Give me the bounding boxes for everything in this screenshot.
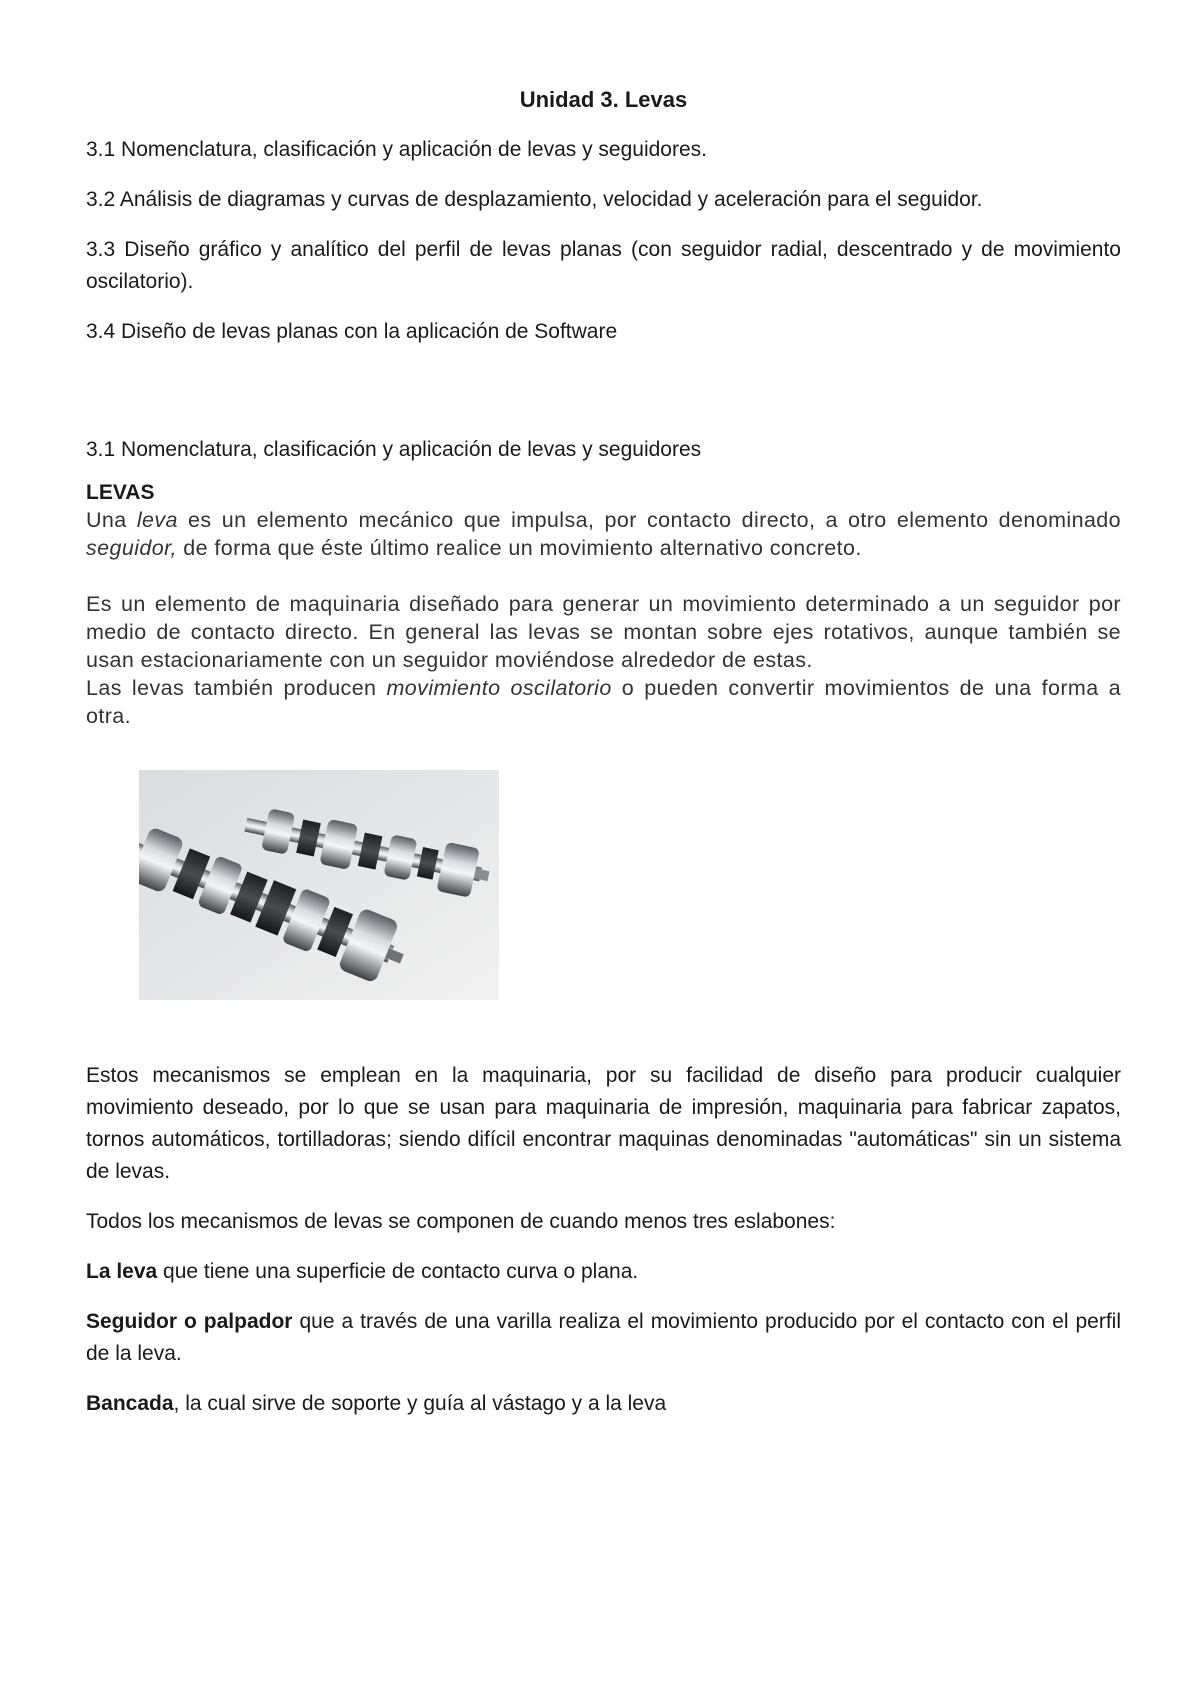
component-frame-label: Bancada bbox=[86, 1392, 174, 1415]
component-follower bbox=[86, 1306, 1121, 1370]
definition-text-2: es un elemento mecánico que impulsa, por contacto directo, a otro elemento denominado bbox=[177, 508, 1122, 532]
component-follower-text: que a través de una varilla realiza el movimiento producido por el contacto con el perfil de la leva. bbox=[86, 1310, 1121, 1365]
definition-paragraph bbox=[86, 506, 1121, 562]
camshaft-illustration bbox=[139, 770, 499, 1000]
paragraph-components-intro: Todos los mecanismos de levas se componen de cuando menos tres eslabones: bbox=[86, 1210, 836, 1233]
component-follower-label: Seguidor o palpador bbox=[86, 1310, 293, 1333]
definition-term-seguidor: seguidor, bbox=[86, 536, 177, 560]
component-frame bbox=[86, 1388, 1121, 1420]
spacer bbox=[86, 366, 1121, 434]
oscillation-text-1: Las levas también producen bbox=[86, 676, 387, 700]
component-frame-text: , la cual sirve de soporte y guía al vástago y a la leva bbox=[173, 1392, 667, 1415]
component-cam-label: La leva bbox=[86, 1260, 158, 1283]
toc-item-3-1: 3.1 Nomenclatura, clasificación y aplicación de levas y seguidores. bbox=[86, 138, 707, 161]
oscillation-term: movimiento oscilatorio bbox=[386, 676, 612, 700]
toc-item-3-3: 3.3 Diseño gráfico y analítico del perfil de levas planas (con seguidor radial, descentrado y de movimiento oscilatorio). bbox=[86, 238, 1121, 293]
definition-text-3: de forma que éste último realice un movimiento alternativo concreto. bbox=[176, 536, 862, 560]
definition-text-1: Una bbox=[86, 508, 137, 532]
page-title: Unidad 3. Levas bbox=[519, 87, 688, 112]
component-cam-text: que tiene una superficie de contacto curva o plana. bbox=[157, 1260, 639, 1283]
document-page bbox=[86, 84, 1121, 1438]
definition-term-leva: leva bbox=[136, 508, 178, 532]
oscillation-text-2: o pueden convertir movimientos de una forma a otra. bbox=[86, 676, 1121, 728]
levas-label: LEVAS bbox=[86, 481, 155, 504]
toc-item-3-4: 3.4 Diseño de levas planas con la aplicación de Software bbox=[86, 320, 618, 343]
paragraph-applications: Estos mecanismos se emplean en la maquinaria, por su facilidad de diseño para producir cualquier movimiento deseado, por lo que se usan para maquinaria de impresión, maquinaria para fabricar zapatos, tornos automáticos, tortilladoras; siendo difícil encontrar maquinas denominadas "automáticas" sin un sistema de levas. bbox=[86, 1064, 1121, 1183]
section-heading: 3.1 Nomenclatura, clasificación y aplicación de levas y seguidores bbox=[86, 438, 702, 461]
camshaft-photo bbox=[139, 770, 499, 1000]
paragraph-machinery: Es un elemento de maquinaria diseñado para generar un movimiento determinado a un seguidor por medio de contacto directo. En general las levas se montan sobre ejes rotativos, aunque también se usan estacionariamente con un seguidor moviéndose alrededor de estas. bbox=[86, 592, 1121, 672]
toc-item-3-2: 3.2 Análisis de diagramas y curvas de desplazamiento, velocidad y aceleración para el seguidor. bbox=[86, 188, 983, 211]
component-cam bbox=[86, 1256, 1121, 1288]
paragraph-oscillation bbox=[86, 674, 1121, 730]
